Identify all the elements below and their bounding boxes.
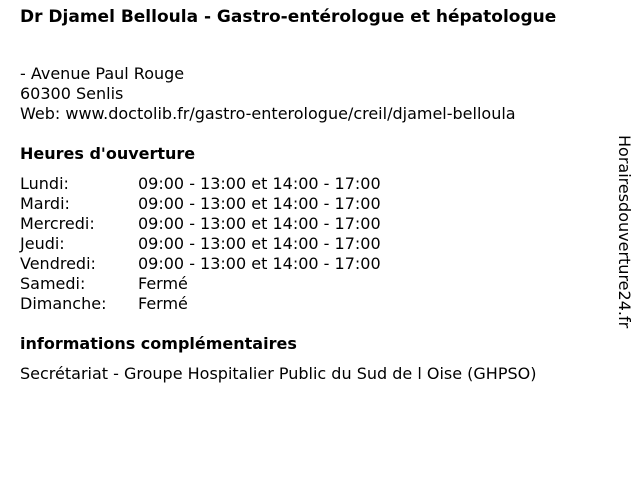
day-label: Jeudi: <box>20 234 65 253</box>
day-label: Lundi: <box>20 174 69 193</box>
hours-row-saturday <box>20 274 381 294</box>
hours-row-wednesday <box>20 214 381 234</box>
opening-hours-heading: Heures d'ouverture <box>20 144 196 163</box>
hours-row-thursday <box>20 234 381 254</box>
hours-value: 09:00 - 13:00 et 14:00 - 17:00 <box>138 174 381 193</box>
opening-hours-list <box>20 174 381 314</box>
day-label: Dimanche: <box>20 294 107 313</box>
address-block <box>20 64 516 124</box>
hours-value: 09:00 - 13:00 et 14:00 - 17:00 <box>138 254 381 273</box>
additional-info-heading: informations complémentaires <box>20 334 297 353</box>
day-label: Vendredi: <box>20 254 96 273</box>
additional-info-text: Secrétariat - Groupe Hospitalier Public du Sud de l Oise (GHPSO) <box>20 364 537 383</box>
hours-value: 09:00 - 13:00 et 14:00 - 17:00 <box>138 234 381 253</box>
day-label: Mardi: <box>20 194 70 213</box>
hours-row-friday <box>20 254 381 274</box>
hours-row-tuesday <box>20 194 381 214</box>
hours-value: Fermé <box>138 274 188 293</box>
page-title: Dr Djamel Belloula - Gastro-entérologue et hépatologue <box>20 7 557 27</box>
hours-row-monday <box>20 174 381 194</box>
website-text: Web: www.doctolib.fr/gastro-enterologue/creil/djamel-belloula <box>20 104 516 123</box>
hours-row-sunday <box>20 294 381 314</box>
address-street: - Avenue Paul Rouge <box>20 64 185 83</box>
address-city: 60300 Senlis <box>20 84 124 103</box>
day-label: Mercredi: <box>20 214 95 233</box>
hours-value: Fermé <box>138 294 188 313</box>
hours-value: 09:00 - 13:00 et 14:00 - 17:00 <box>138 194 381 213</box>
hours-value: 09:00 - 13:00 et 14:00 - 17:00 <box>138 214 381 233</box>
day-label: Samedi: <box>20 274 86 293</box>
site-watermark: Horairesdouverture24.fr <box>615 135 634 329</box>
